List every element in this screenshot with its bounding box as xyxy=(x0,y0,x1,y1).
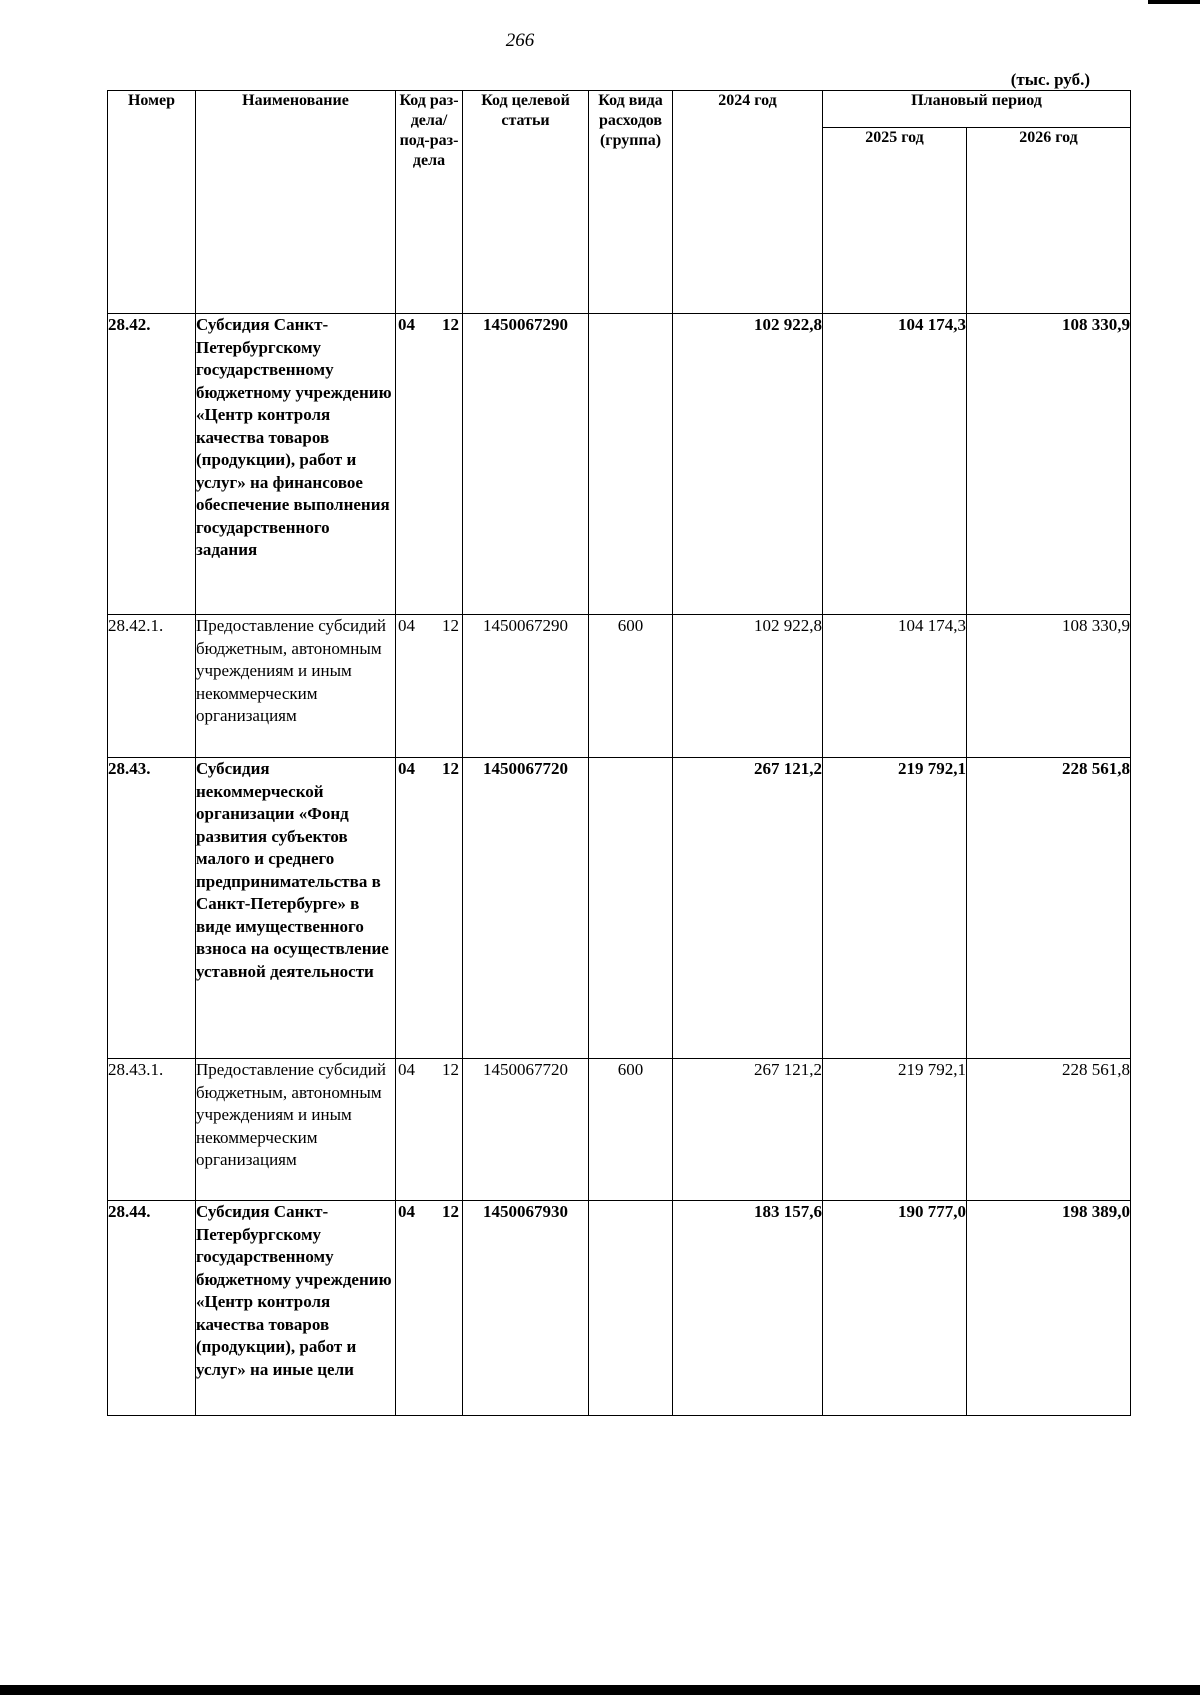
header-name: Наименование xyxy=(196,91,396,314)
table-row xyxy=(108,1059,1131,1201)
budget-table xyxy=(107,90,1131,1416)
row-expense-code xyxy=(589,758,673,1059)
subsection-code: 12 xyxy=(442,616,459,635)
table-row xyxy=(108,615,1131,758)
row-target-code: 1450067720 xyxy=(463,758,589,1059)
header-target-code: Код целевой статьи xyxy=(463,91,589,314)
header-year-2026: 2026 год xyxy=(967,127,1131,313)
row-target-code: 1450067290 xyxy=(463,314,589,615)
row-section-code xyxy=(396,314,463,615)
subsection-code: 12 xyxy=(442,315,459,334)
row-number: 28.43. xyxy=(108,758,196,1059)
row-expense-code: 600 xyxy=(589,615,673,758)
section-code: 04 xyxy=(398,759,415,778)
row-expense-code: 600 xyxy=(589,1059,673,1201)
row-section-code xyxy=(396,758,463,1059)
page-bottom-bar xyxy=(0,1685,1200,1695)
section-code: 04 xyxy=(398,1202,415,1221)
row-number: 28.43.1. xyxy=(108,1059,196,1201)
subsection-code: 12 xyxy=(442,759,459,778)
row-value-2025: 219 792,1 xyxy=(823,1059,967,1201)
row-name: Субсидия некоммерческой организации «Фонд развития субъектов малого и среднего предпринимательства в Санкт-Петербурге» в виде имущественного взноса на осуществление уставной деятельности xyxy=(196,758,396,1059)
header-section-code: Код раз-дела/ под-раз-дела xyxy=(396,91,463,314)
table-row xyxy=(108,314,1131,615)
row-value-2026: 228 561,8 xyxy=(967,1059,1131,1201)
row-value-2025: 219 792,1 xyxy=(823,758,967,1059)
row-value-2025: 104 174,3 xyxy=(823,615,967,758)
row-section-code xyxy=(396,615,463,758)
section-code: 04 xyxy=(398,616,415,635)
row-section-code xyxy=(396,1201,463,1416)
row-name: Предоставление субсидий бюджетным, автономным учреждениям и иным некоммерческим организациям xyxy=(196,615,396,758)
units-label: (тыс. руб.) xyxy=(1010,70,1090,89)
row-value-2025: 104 174,3 xyxy=(823,314,967,615)
table-row xyxy=(108,1201,1131,1416)
row-section-code xyxy=(396,1059,463,1201)
row-value-2026: 108 330,9 xyxy=(967,615,1131,758)
row-expense-code xyxy=(589,1201,673,1416)
row-number: 28.42.1. xyxy=(108,615,196,758)
row-value-2025: 190 777,0 xyxy=(823,1201,967,1416)
header-plan-period: Плановый период xyxy=(823,91,1131,128)
page-number: 266 xyxy=(505,30,535,51)
row-target-code: 1450067930 xyxy=(463,1201,589,1416)
page-corner-mark xyxy=(1148,0,1200,4)
row-value-2024: 267 121,2 xyxy=(673,758,823,1059)
row-target-code: 1450067290 xyxy=(463,615,589,758)
header-year-2024: 2024 год xyxy=(673,91,823,314)
subsection-code: 12 xyxy=(442,1060,459,1079)
row-value-2024: 267 121,2 xyxy=(673,1059,823,1201)
header-number: Номер xyxy=(108,91,196,314)
row-value-2024: 183 157,6 xyxy=(673,1201,823,1416)
row-target-code: 1450067720 xyxy=(463,1059,589,1201)
subsection-code: 12 xyxy=(442,1202,459,1221)
section-code: 04 xyxy=(398,1060,415,1079)
row-value-2024: 102 922,8 xyxy=(673,615,823,758)
row-value-2026: 198 389,0 xyxy=(967,1201,1131,1416)
row-expense-code xyxy=(589,314,673,615)
row-value-2026: 228 561,8 xyxy=(967,758,1131,1059)
header-expense-code: Код вида расходов (группа) xyxy=(589,91,673,314)
row-number: 28.42. xyxy=(108,314,196,615)
row-number: 28.44. xyxy=(108,1201,196,1416)
row-name: Предоставление субсидий бюджетным, автономным учреждениям и иным некоммерческим организациям xyxy=(196,1059,396,1201)
section-code: 04 xyxy=(398,315,415,334)
row-name: Субсидия Санкт-Петербургскому государственному бюджетному учреждению «Центр контроля качества товаров (продукции), работ и услуг» на финансовое обеспечение выполнения государственного задания xyxy=(196,314,396,615)
header-year-2025: 2025 год xyxy=(823,127,967,313)
row-value-2026: 108 330,9 xyxy=(967,314,1131,615)
table-row xyxy=(108,758,1131,1059)
row-value-2024: 102 922,8 xyxy=(673,314,823,615)
row-name: Субсидия Санкт-Петербургскому государственному бюджетному учреждению «Центр контроля качества товаров (продукции), работ и услуг» на иные цели xyxy=(196,1201,396,1416)
